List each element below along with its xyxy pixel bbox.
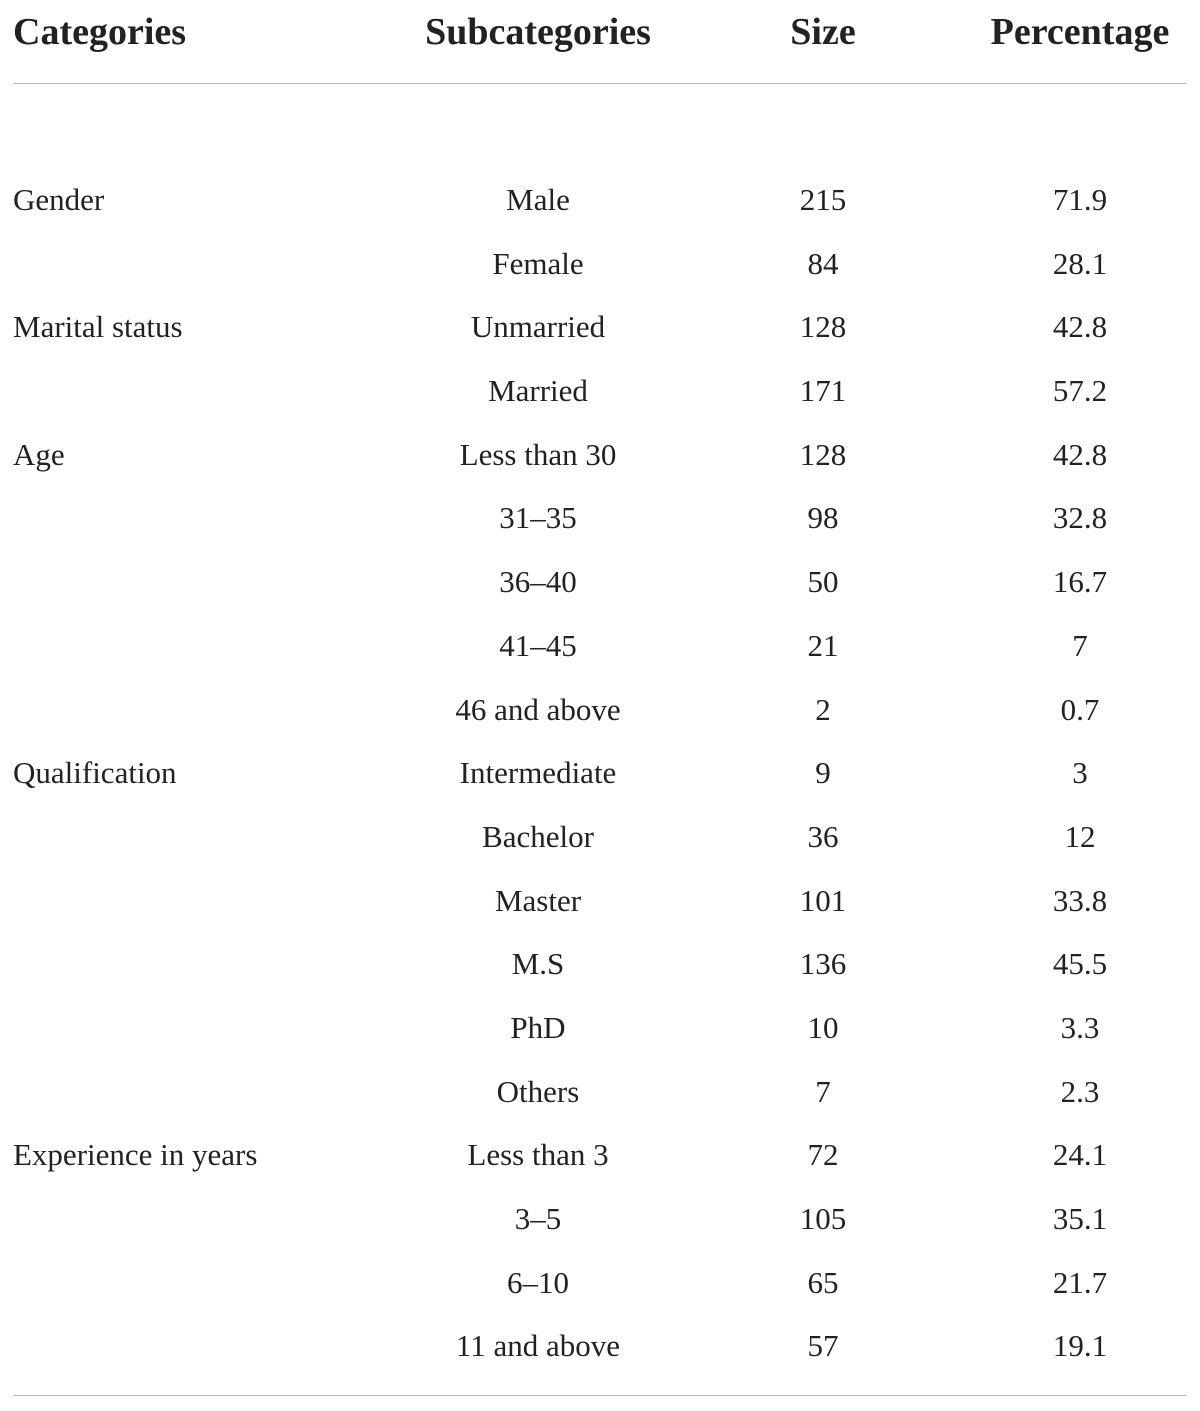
subcategory-cell: 46 and above (455, 691, 621, 727)
percentage-cell: 2.3 (1060, 1073, 1100, 1109)
header-size: Size (790, 11, 856, 53)
table-body (13, 168, 1186, 1378)
size-cell: 2 (815, 691, 831, 727)
header-percentage: Percentage (990, 11, 1170, 53)
table-row (13, 486, 1186, 550)
subcategory-cell: 41–45 (499, 627, 577, 663)
table-row (13, 1187, 1186, 1251)
table-row (13, 614, 1186, 678)
percentage-cell: 57.2 (1052, 373, 1108, 409)
table-row (13, 168, 1186, 232)
size-cell: 84 (807, 245, 839, 281)
percentage-cell: 35.1 (1052, 1201, 1108, 1236)
table-row (13, 1123, 1186, 1187)
subcategory-cell: Bachelor (482, 818, 594, 854)
size-cell: 10 (807, 1009, 839, 1045)
size-cell: 36 (807, 818, 839, 854)
bottom-divider (13, 1395, 1186, 1396)
percentage-cell: 3.3 (1060, 1009, 1100, 1045)
size-cell: 65 (807, 1264, 839, 1300)
table-row (13, 741, 1186, 805)
table-row (13, 932, 1186, 996)
percentage-cell: 28.1 (1052, 245, 1108, 281)
header-divider (13, 83, 1186, 84)
percentage-cell: 0.7 (1060, 691, 1100, 727)
size-cell: 171 (799, 373, 847, 409)
percentage-cell: 16.7 (1052, 564, 1108, 600)
percentage-cell: 24.1 (1052, 1137, 1108, 1173)
size-cell: 72 (807, 1137, 839, 1173)
size-cell: 105 (799, 1201, 847, 1236)
category-cell: Qualification (13, 755, 177, 791)
subcategory-cell: Master (494, 882, 582, 918)
table-row (13, 295, 1186, 359)
percentage-cell: 3 (1072, 755, 1088, 791)
percentage-cell: 7 (1072, 627, 1088, 663)
subcategory-cell: Married (488, 373, 588, 409)
subcategory-cell: 36–40 (499, 564, 577, 600)
subcategory-cell: Male (506, 182, 570, 217)
size-cell: 128 (799, 309, 847, 345)
category-cell: Age (13, 436, 65, 472)
table-row (13, 1060, 1186, 1124)
subcategory-cell: 11 and above (455, 1328, 621, 1364)
percentage-cell: 21.7 (1052, 1264, 1108, 1300)
percentage-cell: 32.8 (1052, 500, 1108, 536)
size-cell: 50 (807, 564, 839, 600)
table-row (13, 1314, 1186, 1378)
subcategory-cell: 31–35 (499, 500, 577, 536)
subcategory-cell: 6–10 (507, 1264, 569, 1300)
table-row (13, 359, 1186, 423)
table-row (13, 232, 1186, 296)
category-cell: Experience in years (13, 1137, 258, 1173)
table-row (13, 805, 1186, 869)
size-cell: 215 (799, 182, 847, 217)
subcategory-cell: Less than 30 (459, 436, 617, 472)
percentage-cell: 33.8 (1052, 882, 1108, 918)
percentage-cell: 42.8 (1052, 436, 1108, 472)
category-cell: Gender (13, 182, 105, 217)
percentage-cell: 12 (1064, 818, 1096, 854)
subcategory-cell: Unmarried (470, 309, 606, 345)
category-cell: Marital status (13, 309, 183, 345)
table-row (13, 869, 1186, 933)
table-row (13, 423, 1186, 487)
subcategory-cell: M.S (511, 946, 565, 982)
subcategory-cell: Others (496, 1073, 580, 1109)
percentage-cell: 71.9 (1052, 182, 1108, 217)
subcategory-cell: 3–5 (514, 1201, 562, 1236)
size-cell: 101 (799, 882, 847, 918)
size-cell: 98 (807, 500, 839, 536)
table-row (13, 550, 1186, 614)
subcategory-cell: Female (492, 245, 584, 281)
percentage-cell: 45.5 (1052, 946, 1108, 982)
header-subcategories: Subcategories (425, 11, 651, 53)
table-row (13, 1251, 1186, 1315)
size-cell: 57 (807, 1328, 839, 1364)
demographics-table (13, 0, 1186, 1411)
subcategory-cell: PhD (510, 1009, 566, 1045)
subcategory-cell: Less than 3 (467, 1137, 609, 1173)
subcategory-cell: Intermediate (459, 755, 617, 791)
header-categories: Categories (13, 11, 187, 53)
size-cell: 136 (799, 946, 847, 982)
table-row (13, 996, 1186, 1060)
size-cell: 7 (815, 1073, 831, 1109)
size-cell: 128 (799, 436, 847, 472)
percentage-cell: 42.8 (1052, 309, 1108, 345)
percentage-cell: 19.1 (1052, 1328, 1108, 1364)
table-row (13, 678, 1186, 742)
size-cell: 9 (815, 755, 831, 791)
size-cell: 21 (807, 627, 839, 663)
